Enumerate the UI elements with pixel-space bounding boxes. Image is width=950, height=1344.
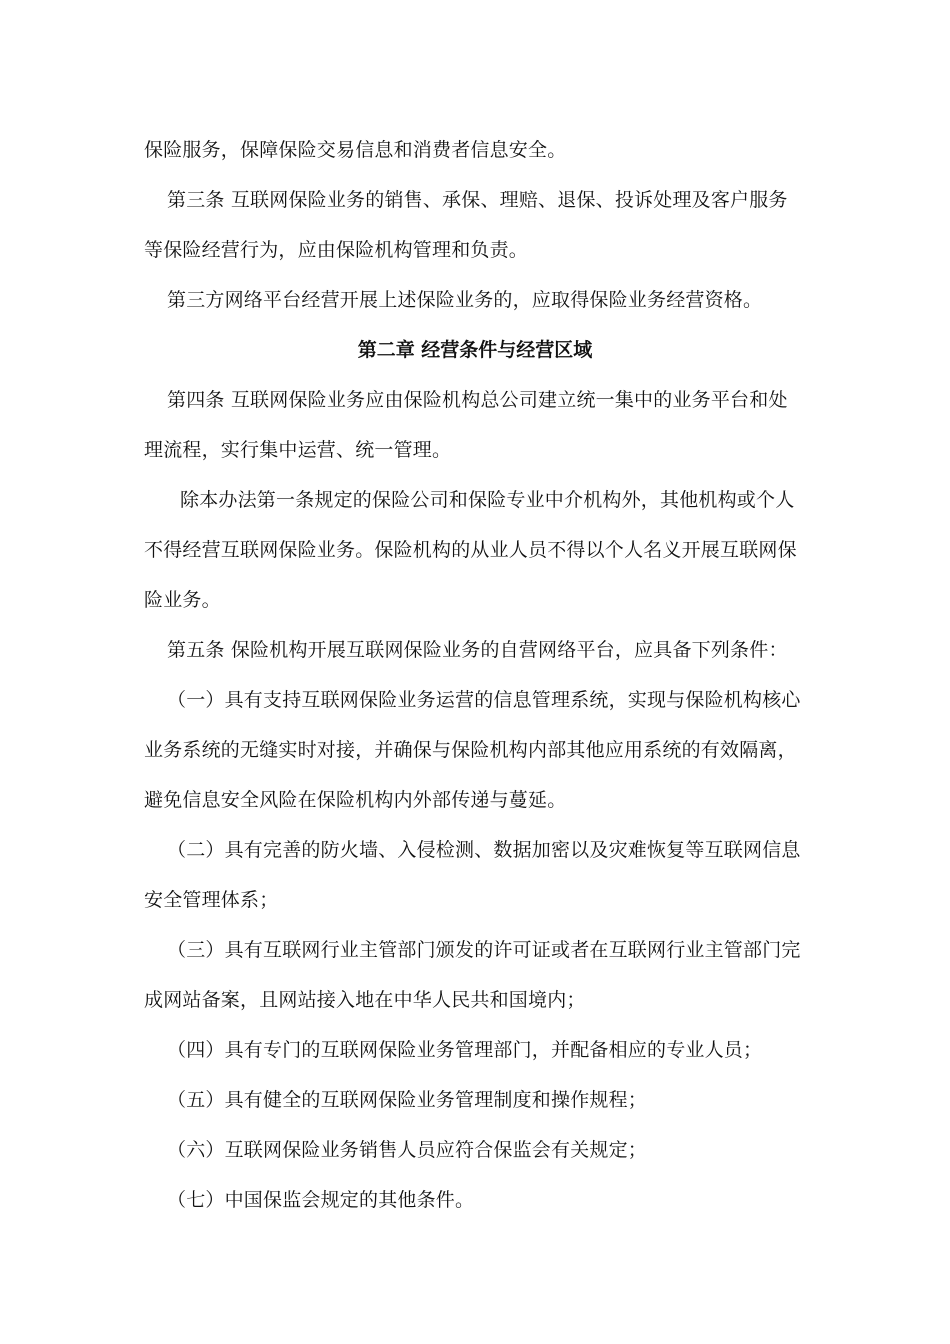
paragraph-line: 不得经营互联网保险业务。保险机构的从业人员不得以个人名义开展互联网保: [144, 539, 797, 561]
paragraph-line: 安全管理体系；: [144, 889, 279, 911]
list-item-line: （六）互联网保险业务销售人员应符合保监会有关规定；: [167, 1139, 648, 1161]
paragraph-line: 成网站备案，且网站接入地在中华人民共和国境内；: [144, 989, 586, 1011]
paragraph-line: 保险服务，保障保险交易信息和消费者信息安全。: [144, 139, 567, 161]
article-3-line: 第三条 互联网保险业务的销售、承保、理赔、退保、投诉处理及客户服务: [167, 189, 788, 211]
paragraph-line: 避免信息安全风险在保险机构内外部传递与蔓延。: [144, 789, 567, 811]
paragraph-line: 等保险经营行为，应由保险机构管理和负责。: [144, 239, 529, 261]
paragraph-line: 险业务。: [144, 589, 221, 611]
list-item-line: （七）中国保监会规定的其他条件。: [167, 1189, 475, 1211]
list-item-line: （一）具有支持互联网保险业务运营的信息管理系统，实现与保险机构核心: [167, 689, 801, 711]
paragraph-line: 第三方网络平台经营开展上述保险业务的，应取得保险业务经营资格。: [167, 289, 763, 311]
article-5-line: 第五条 保险机构开展互联网保险业务的自营网络平台，应具备下列条件：: [167, 639, 788, 661]
list-item-line: （四）具有专门的互联网保险业务管理部门，并配备相应的专业人员；: [167, 1039, 763, 1061]
list-item-line: （五）具有健全的互联网保险业务管理制度和操作规程；: [167, 1089, 648, 1111]
list-item-line: （三）具有互联网行业主管部门颁发的许可证或者在互联网行业主管部门完: [167, 939, 801, 961]
list-item-line: （二）具有完善的防火墙、入侵检测、数据加密以及灾难恢复等互联网信息: [167, 839, 801, 861]
chapter-heading: 第二章 经营条件与经营区域: [357, 339, 593, 361]
article-4-line: 第四条 互联网保险业务应由保险机构总公司建立统一集中的业务平台和处: [167, 389, 788, 411]
paragraph-line: 业务系统的无缝实时对接，并确保与保险机构内部其他应用系统的有效隔离，: [144, 739, 797, 761]
paragraph-line: 理流程，实行集中运营、统一管理。: [144, 439, 452, 461]
paragraph-line: 除本办法第一条规定的保险公司和保险专业中介机构外，其他机构或个人: [180, 489, 795, 511]
